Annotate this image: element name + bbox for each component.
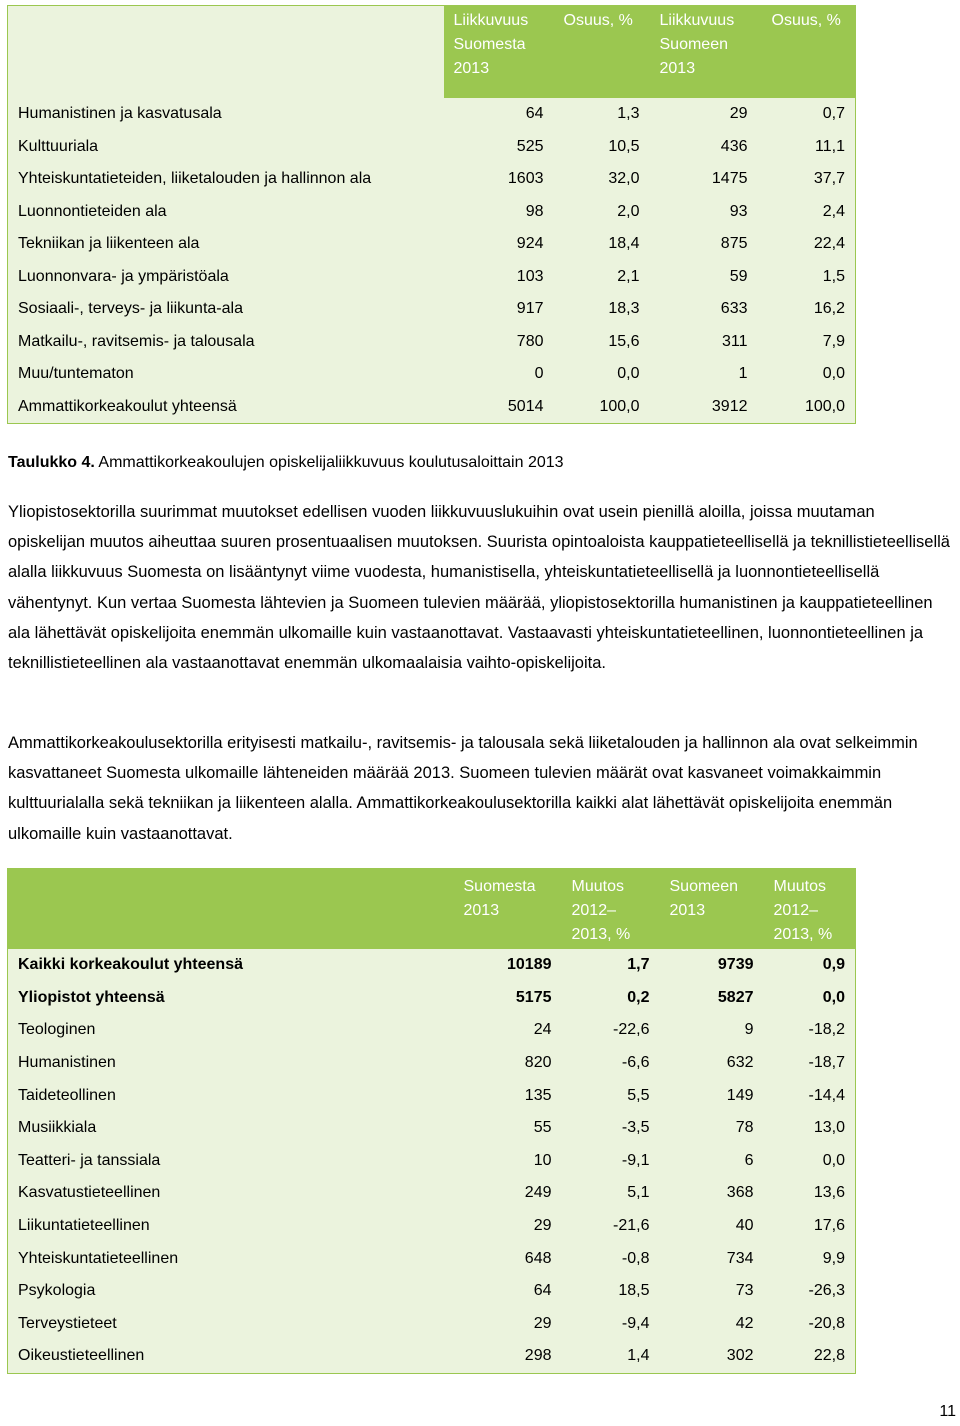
table-cell: 55 — [454, 1112, 562, 1145]
table-cell: 298 — [454, 1340, 562, 1373]
table-row — [8, 1177, 856, 1210]
table-cell-label: Musiikkiala — [8, 1112, 454, 1145]
table-cell: 780 — [444, 326, 554, 359]
table-row — [8, 1242, 856, 1275]
table-cell: 18,3 — [554, 293, 650, 326]
table-cell: 2,4 — [758, 196, 856, 229]
table-cell-label: Humanistinen ja kasvatusala — [8, 98, 444, 131]
table-mobility-by-field — [7, 5, 856, 424]
table-cell-label: Liikuntatieteellinen — [8, 1210, 454, 1243]
table-cell: -0,8 — [562, 1242, 660, 1275]
table-cell-label: Teologinen — [8, 1014, 454, 1047]
table-cell: 13,6 — [764, 1177, 856, 1210]
table-cell: 18,5 — [562, 1275, 660, 1308]
table-cell: 1603 — [444, 163, 554, 196]
table-cell: 42 — [660, 1308, 764, 1341]
table-cell: 368 — [660, 1177, 764, 1210]
table-cell: 22,8 — [764, 1340, 856, 1373]
table-cell: 73 — [660, 1275, 764, 1308]
table-cell: -18,2 — [764, 1014, 856, 1047]
table-cell: -26,3 — [764, 1275, 856, 1308]
table-cell: 0,0 — [764, 1145, 856, 1178]
table-cell: 16,2 — [758, 293, 856, 326]
table-cell: 5014 — [444, 391, 554, 424]
table-cell-label: Kaikki korkeakoulut yhteensä — [8, 949, 454, 982]
table-cell-label: Humanistinen — [8, 1047, 454, 1080]
table-university-mobility-change — [7, 868, 856, 1374]
table-cell: 1,4 — [562, 1340, 660, 1373]
table-row — [8, 163, 856, 196]
caption-text: Ammattikorkeakoulujen opiskelijaliikkuvuus koulutusaloittain 2013 — [94, 454, 564, 471]
table-cell: 6 — [660, 1145, 764, 1178]
table-cell: 820 — [454, 1047, 562, 1080]
table-header-cell: Suomeen 2013 — [660, 869, 764, 950]
table-cell: 0,9 — [764, 949, 856, 982]
table-header-cell: Muutos 2012– 2013, % — [764, 869, 856, 950]
table-header-cell: Suomesta 2013 — [454, 869, 562, 950]
table-cell: 1475 — [650, 163, 758, 196]
table-row-subtotal — [8, 982, 856, 1015]
table-cell: 64 — [444, 98, 554, 131]
table-cell: 37,7 — [758, 163, 856, 196]
table-cell: 78 — [660, 1112, 764, 1145]
table-row — [8, 228, 856, 261]
table-row — [8, 131, 856, 164]
table-cell-label: Kasvatustieteellinen — [8, 1177, 454, 1210]
table-cell: -6,6 — [562, 1047, 660, 1080]
table-cell: 59 — [650, 261, 758, 294]
table-cell: 1 — [650, 358, 758, 391]
table-header-cell: Muutos 2012– 2013, % — [562, 869, 660, 950]
table-cell: 13,0 — [764, 1112, 856, 1145]
table-header-row — [8, 869, 856, 950]
table-cell: 5,1 — [562, 1177, 660, 1210]
page-number: 11 — [939, 1403, 956, 1420]
table-cell: 648 — [454, 1242, 562, 1275]
table-cell: -14,4 — [764, 1079, 856, 1112]
table-cell: -9,4 — [562, 1308, 660, 1341]
table-row — [8, 1079, 856, 1112]
table-cell: -22,6 — [562, 1014, 660, 1047]
body-paragraph: Ammattikorkeakoulusektorilla erityisesti matkailu-, ravitsemis- ja talousala sekä liiketalouden ja hallinnon ala ovat selkeimmin kasvattaneet Suomesta ulkomaille lähteneiden määrää 2013. Suomeen tulevien määrät ovat kasvaneet voimakkaimmin kulttuurialalla sekä tekniikan ja liikenteen alalla. Ammattikorkeakoulusektorilla kaikki alat lähettävät opiskelijoita enemmän ulkomaille kuin vastaanottavat. — [8, 734, 918, 843]
table-cell-label: Kulttuuriala — [8, 131, 444, 164]
table-cell: 2,0 — [554, 196, 650, 229]
table-row — [8, 98, 856, 131]
table-cell: -3,5 — [562, 1112, 660, 1145]
table-cell: 5,5 — [562, 1079, 660, 1112]
table-cell-label: Muu/tuntematon — [8, 358, 444, 391]
table-cell-label: Luonnonvara- ja ympäristöala — [8, 261, 444, 294]
table-row — [8, 1047, 856, 1080]
table-cell-label: Sosiaali-, terveys- ja liikunta-ala — [8, 293, 444, 326]
caption-label: Taulukko 4. — [8, 454, 95, 471]
table-cell: 311 — [650, 326, 758, 359]
table-cell: 0,7 — [758, 98, 856, 131]
table-cell-label: Teatteri- ja tanssiala — [8, 1145, 454, 1178]
table-cell: 0 — [444, 358, 554, 391]
table-row — [8, 196, 856, 229]
table-header-cell: Liikkuvuus Suomeen 2013 — [650, 6, 758, 99]
table-cell: 436 — [650, 131, 758, 164]
table-cell: 29 — [650, 98, 758, 131]
table-cell-label: Tekniikan ja liikenteen ala — [8, 228, 444, 261]
table-cell: 32,0 — [554, 163, 650, 196]
table-cell: 302 — [660, 1340, 764, 1373]
table-cell: -9,1 — [562, 1145, 660, 1178]
table-cell-label: Yhteiskuntatieteellinen — [8, 1242, 454, 1275]
table-cell-label: Yhteiskuntatieteiden, liiketalouden ja hallinnon ala — [8, 163, 444, 196]
table-cell-label: Taideteollinen — [8, 1079, 454, 1112]
table-row — [8, 1275, 856, 1308]
table-cell: 98 — [444, 196, 554, 229]
table-cell: 10 — [454, 1145, 562, 1178]
table-cell-label: Oikeustieteellinen — [8, 1340, 454, 1373]
table-cell: 7,9 — [758, 326, 856, 359]
table-row — [8, 293, 856, 326]
table-cell: -18,7 — [764, 1047, 856, 1080]
table-cell: 9 — [660, 1014, 764, 1047]
table-cell: -21,6 — [562, 1210, 660, 1243]
table-row — [8, 1308, 856, 1341]
table-cell: 9739 — [660, 949, 764, 982]
table-row — [8, 358, 856, 391]
body-paragraph: Yliopistosektorilla suurimmat muutokset edellisen vuoden liikkuvuuslukuihin ovat usein pienillä aloilla, joissa muutaman opiskelijan muutos aiheuttaa suuren prosentuaalisen muutoksen. Suurista opintoaloista kauppatieteellisellä ja teknillistieteellisellä alalla liikkuvuus Suomesta on lisääntynyt viime vuodesta, humanistisella, yhteiskuntatieteellisellä ja luonnontieteellisellä vähentynyt. Kun vertaa Suomesta lähtevien ja Suomeen tulevien määrää, yliopistosektorilla humanistinen ja kauppatieteellinen ala lähettävät opiskelijoita enemmän ulkomaille kuin vastaanottavat. Vastaavasti yhteiskuntatieteellinen, luonnontieteellinen ja teknillistieteellinen ala vastaanottavat enemmän ulkomaalaisia vaihto-opiskelijoita. — [8, 503, 950, 673]
table-cell: 0,0 — [758, 358, 856, 391]
table-header-cell — [8, 869, 454, 950]
table-row — [8, 1145, 856, 1178]
table-header-cell: Osuus, % — [758, 6, 856, 99]
table-cell: 103 — [444, 261, 554, 294]
table-row — [8, 1112, 856, 1145]
table-cell: 0,2 — [562, 982, 660, 1015]
table-cell: 1,5 — [758, 261, 856, 294]
table-cell: 29 — [454, 1308, 562, 1341]
table-cell: 1,7 — [562, 949, 660, 982]
table-caption — [8, 451, 564, 475]
table-cell: 64 — [454, 1275, 562, 1308]
table-cell-label: Matkailu-, ravitsemis- ja talousala — [8, 326, 444, 359]
table-cell: 40 — [660, 1210, 764, 1243]
table-cell: 734 — [660, 1242, 764, 1275]
table-header-cell: Osuus, % — [554, 6, 650, 99]
table-cell: 249 — [454, 1177, 562, 1210]
table-cell-label: Yliopistot yhteensä — [8, 982, 454, 1015]
table-cell: 3912 — [650, 391, 758, 424]
table-cell: 100,0 — [758, 391, 856, 424]
table-cell: 100,0 — [554, 391, 650, 424]
table-cell: -20,8 — [764, 1308, 856, 1341]
table-cell: 135 — [454, 1079, 562, 1112]
table-row-total — [8, 949, 856, 982]
table-cell: 17,6 — [764, 1210, 856, 1243]
table-cell: 0,0 — [764, 982, 856, 1015]
table-cell: 22,4 — [758, 228, 856, 261]
table-cell: 5175 — [454, 982, 562, 1015]
table-cell: 18,4 — [554, 228, 650, 261]
table-row — [8, 1340, 856, 1373]
table-cell: 0,0 — [554, 358, 650, 391]
table-row — [8, 326, 856, 359]
table-cell: 2,1 — [554, 261, 650, 294]
table-cell: 149 — [660, 1079, 764, 1112]
table-cell-label: Ammattikorkeakoulut yhteensä — [8, 391, 444, 424]
table-cell: 9,9 — [764, 1242, 856, 1275]
table-header-cell: Liikkuvuus Suomesta 2013 — [444, 6, 554, 99]
table-cell-label: Luonnontieteiden ala — [8, 196, 444, 229]
table-cell: 15,6 — [554, 326, 650, 359]
table-cell: 93 — [650, 196, 758, 229]
table-cell: 11,1 — [758, 131, 856, 164]
table-row-total — [8, 391, 856, 424]
table-cell: 10,5 — [554, 131, 650, 164]
table-header-cell — [8, 6, 444, 99]
table-cell: 875 — [650, 228, 758, 261]
table-cell: 917 — [444, 293, 554, 326]
table-cell: 632 — [660, 1047, 764, 1080]
table-row — [8, 1210, 856, 1243]
table-cell: 633 — [650, 293, 758, 326]
table-cell-label: Psykologia — [8, 1275, 454, 1308]
table-row — [8, 1014, 856, 1047]
table-cell: 525 — [444, 131, 554, 164]
table-header-row — [8, 6, 856, 99]
table-cell: 5827 — [660, 982, 764, 1015]
table-cell: 10189 — [454, 949, 562, 982]
table-cell-label: Terveystieteet — [8, 1308, 454, 1341]
table-cell: 1,3 — [554, 98, 650, 131]
table-cell: 924 — [444, 228, 554, 261]
table-cell: 29 — [454, 1210, 562, 1243]
table-row — [8, 261, 856, 294]
table-cell: 24 — [454, 1014, 562, 1047]
